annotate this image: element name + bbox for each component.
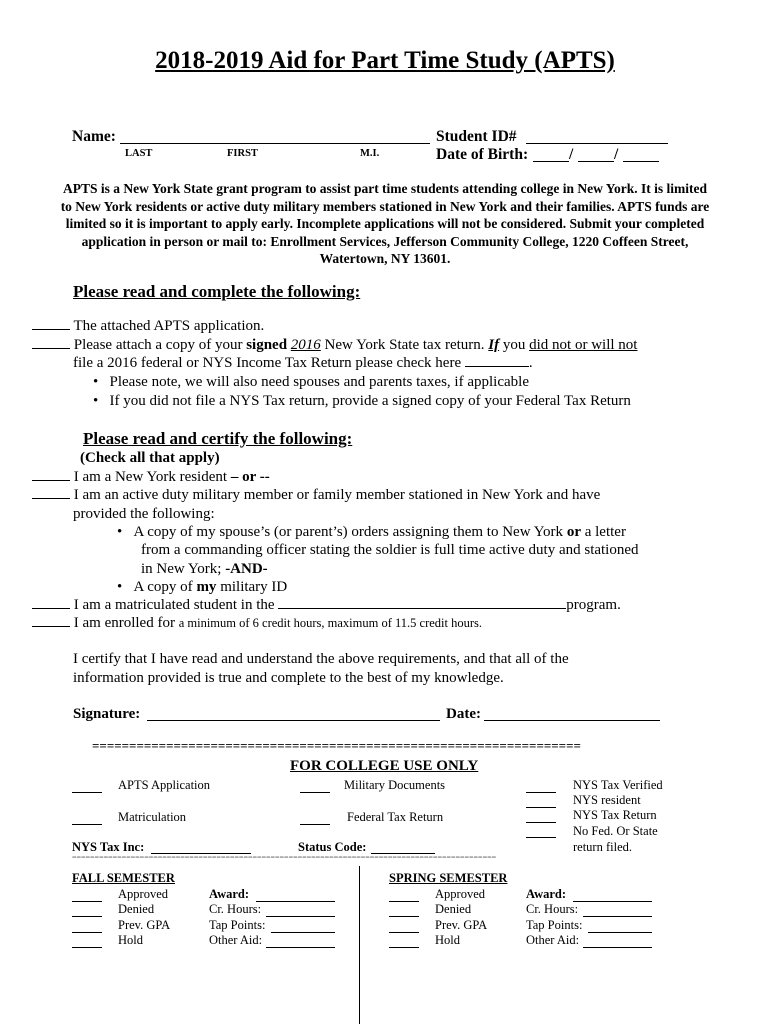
nys-tax-inc-label: NYS Tax Inc: <box>72 840 145 854</box>
certify-line: I certify that I have read and understand the above requirements, and that all of the <box>73 651 569 667</box>
dob-year-field[interactable] <box>623 161 659 162</box>
spring-label: Denied <box>435 902 472 916</box>
dob-separator: / <box>569 146 574 163</box>
fall-cr-hours-field[interactable] <box>266 916 335 917</box>
office-label: Matriculation <box>118 810 187 824</box>
office-label: return filed. <box>573 840 633 854</box>
bullet-text: a letter <box>580 524 626 540</box>
bullet-text-line3 <box>141 561 268 578</box>
item-text-bold: – or -- <box>227 469 270 485</box>
certify-item <box>32 487 600 504</box>
fall-other-aid-label: Other Aid: <box>209 933 263 947</box>
dob-separator: / <box>614 146 619 163</box>
spring-check-blank[interactable] <box>389 901 419 902</box>
date-label: Date: <box>446 706 481 722</box>
check-blank[interactable] <box>32 348 70 349</box>
item-text: I am enrolled for <box>73 615 179 631</box>
item-text-small: a minimum of 6 credit hours, maximum of 11.5 credit hours. <box>178 616 483 630</box>
office-label: NYS Tax Return <box>573 808 657 822</box>
item-text: program. <box>566 597 621 613</box>
student-id-field[interactable] <box>526 143 668 144</box>
mi-label: M.I. <box>360 148 380 159</box>
fall-check-blank[interactable] <box>72 947 102 948</box>
bullet-text: Please note, we will also need spouses and parents taxes, if applicable <box>109 374 529 390</box>
signature-label: Signature: <box>73 706 141 722</box>
spring-check-blank[interactable] <box>389 932 419 933</box>
fall-label: Hold <box>118 933 143 947</box>
thin-divider: ============================================================================================== <box>72 853 497 862</box>
fall-check-blank[interactable] <box>72 932 102 933</box>
certify-item <box>32 615 482 632</box>
bullet-text: A copy of <box>133 579 197 595</box>
check-blank[interactable] <box>32 626 70 627</box>
section2-heading: Please read and certify the following: <box>83 429 353 448</box>
office-label: APTS Application <box>118 778 211 792</box>
item-text: I am a New York resident <box>73 469 228 485</box>
bullet-item <box>93 393 631 410</box>
check-blank[interactable] <box>32 608 70 609</box>
bullet-icon: • <box>93 393 99 409</box>
semester-divider <box>359 866 360 1024</box>
checklist-item <box>32 318 264 335</box>
certify-line: information provided is true and complete to the best of my knowledge. <box>73 670 504 686</box>
no-return-check-blank[interactable] <box>465 366 529 367</box>
name-label: Name: <box>72 128 116 145</box>
fall-award-field[interactable] <box>256 901 335 902</box>
fall-label: Prev. GPA <box>118 918 171 932</box>
office-use-heading: FOR COLLEGE USE ONLY <box>290 758 479 774</box>
dob-day-field[interactable] <box>578 161 614 162</box>
fall-other-aid-field[interactable] <box>266 947 335 948</box>
bullet-text-bold: or <box>566 524 581 540</box>
first-label: FIRST <box>227 148 258 159</box>
item-text: . <box>528 355 533 371</box>
certify-item <box>32 469 270 486</box>
bullet-text-bold: -AND- <box>225 561 268 577</box>
spring-semester-heading: SPRING SEMESTER <box>389 871 508 885</box>
bullet-text: If you did not file a NYS Tax return, provide a signed copy of your Federal Tax Return <box>109 393 631 409</box>
fall-label: Denied <box>118 902 155 916</box>
signature-field[interactable] <box>147 720 440 721</box>
spring-label: Hold <box>435 933 460 947</box>
fall-check-blank[interactable] <box>72 901 102 902</box>
spring-tap-points-field[interactable] <box>588 932 652 933</box>
fall-cr-hours-label: Cr. Hours: <box>209 902 262 916</box>
spring-label: Approved <box>435 887 485 901</box>
bullet-text: A copy of my spouse’s (or parent’s) orders assigning them to New York <box>133 524 567 540</box>
item-text: Please attach a copy of your <box>73 337 247 353</box>
date-field[interactable] <box>484 720 660 721</box>
item-text: file a 2016 federal or NYS Income Tax Return please check here <box>73 355 462 371</box>
office-check-blank[interactable] <box>526 837 556 838</box>
item-text: New York State tax return. <box>320 337 489 353</box>
office-check-blank[interactable] <box>300 792 330 793</box>
office-check-blank[interactable] <box>526 807 556 808</box>
office-check-blank[interactable] <box>300 824 330 825</box>
spring-tap-points-label: Tap Points: <box>526 918 583 932</box>
fall-label: Approved <box>118 887 168 901</box>
name-field[interactable] <box>120 143 430 144</box>
office-label: No Fed. Or State <box>573 824 658 838</box>
office-check-blank[interactable] <box>526 792 556 793</box>
item-text: I am an active duty military member or family member stationed in New York and have <box>73 487 601 503</box>
spring-award-field[interactable] <box>573 901 652 902</box>
bullet-icon: • <box>93 374 99 390</box>
fall-check-blank[interactable] <box>72 916 102 917</box>
bullet-item <box>93 374 529 391</box>
page-title: 2018-2019 Aid for Part Time Study (APTS) <box>155 47 615 74</box>
spring-label: Prev. GPA <box>435 918 488 932</box>
office-check-blank[interactable] <box>72 792 102 793</box>
check-blank[interactable] <box>32 498 70 499</box>
fall-tap-points-label: Tap Points: <box>209 918 266 932</box>
office-check-blank[interactable] <box>526 822 556 823</box>
spring-cr-hours-label: Cr. Hours: <box>526 902 579 916</box>
spring-other-aid-field[interactable] <box>583 947 652 948</box>
item-text-if: If <box>488 337 500 353</box>
office-label: Federal Tax Return <box>347 810 444 824</box>
bullet-icon: • <box>117 579 123 595</box>
sub-bullet-item <box>117 524 626 541</box>
divider: ================================================================== <box>92 738 581 753</box>
checklist-item <box>32 337 637 354</box>
dob-label: Date of Birth: <box>436 146 529 163</box>
status-code-label: Status Code: <box>298 840 367 854</box>
student-id-label: Student ID# <box>436 128 517 145</box>
bullet-text-bold: my <box>196 579 217 595</box>
dob-month-field[interactable] <box>533 161 569 162</box>
office-label: NYS resident <box>573 793 641 807</box>
last-label: LAST <box>125 148 153 159</box>
item-text: provided the following: <box>73 506 215 522</box>
bullet-text: from a commanding officer stating the soldier is full time active duty and stationed <box>141 542 639 558</box>
intro-paragraph: APTS is a New York State grant program to assist part time students attending college in New York. It is limited to New York residents or active duty military members stationed in New York and their families. APTS funds are limited so it is important to apply early. Incomplete applications will not be considered. Submit your completed application in person or mail to: Enrollment Services, Jefferson Community College, 1220 Coffeen Street, Watertown, NY 13601. <box>60 181 710 266</box>
fall-award-label: Award: <box>209 887 250 901</box>
program-field[interactable] <box>278 608 566 609</box>
item-text-year: 2016 <box>290 337 321 353</box>
office-check-blank[interactable] <box>72 824 102 825</box>
sub-bullet-item <box>117 579 287 596</box>
spring-other-aid-label: Other Aid: <box>526 933 580 947</box>
fall-semester-heading: FALL SEMESTER <box>72 871 175 885</box>
check-blank[interactable] <box>32 329 70 330</box>
office-label: Military Documents <box>344 778 446 792</box>
section2-subheading: (Check all that apply) <box>80 450 220 466</box>
item-text: I am a matriculated student in the <box>73 597 275 613</box>
spring-check-blank[interactable] <box>389 916 419 917</box>
fall-tap-points-field[interactable] <box>271 932 335 933</box>
spring-check-blank[interactable] <box>389 947 419 948</box>
item-text-bold: signed <box>246 337 288 353</box>
bullet-text: in New York; <box>141 561 226 577</box>
item-text-underlined: did not or will not <box>529 337 638 353</box>
spring-cr-hours-field[interactable] <box>583 916 652 917</box>
bullet-icon: • <box>117 524 123 540</box>
item-text: The attached APTS application. <box>73 318 265 334</box>
certify-item <box>32 597 621 614</box>
spring-award-label: Award: <box>526 887 567 901</box>
office-label: NYS Tax Verified <box>573 778 663 792</box>
checklist-item-continued <box>73 355 533 372</box>
section1-heading: Please read and complete the following: <box>73 282 361 301</box>
item-text: you <box>499 337 530 353</box>
bullet-text: military ID <box>216 579 288 595</box>
check-blank[interactable] <box>32 480 70 481</box>
